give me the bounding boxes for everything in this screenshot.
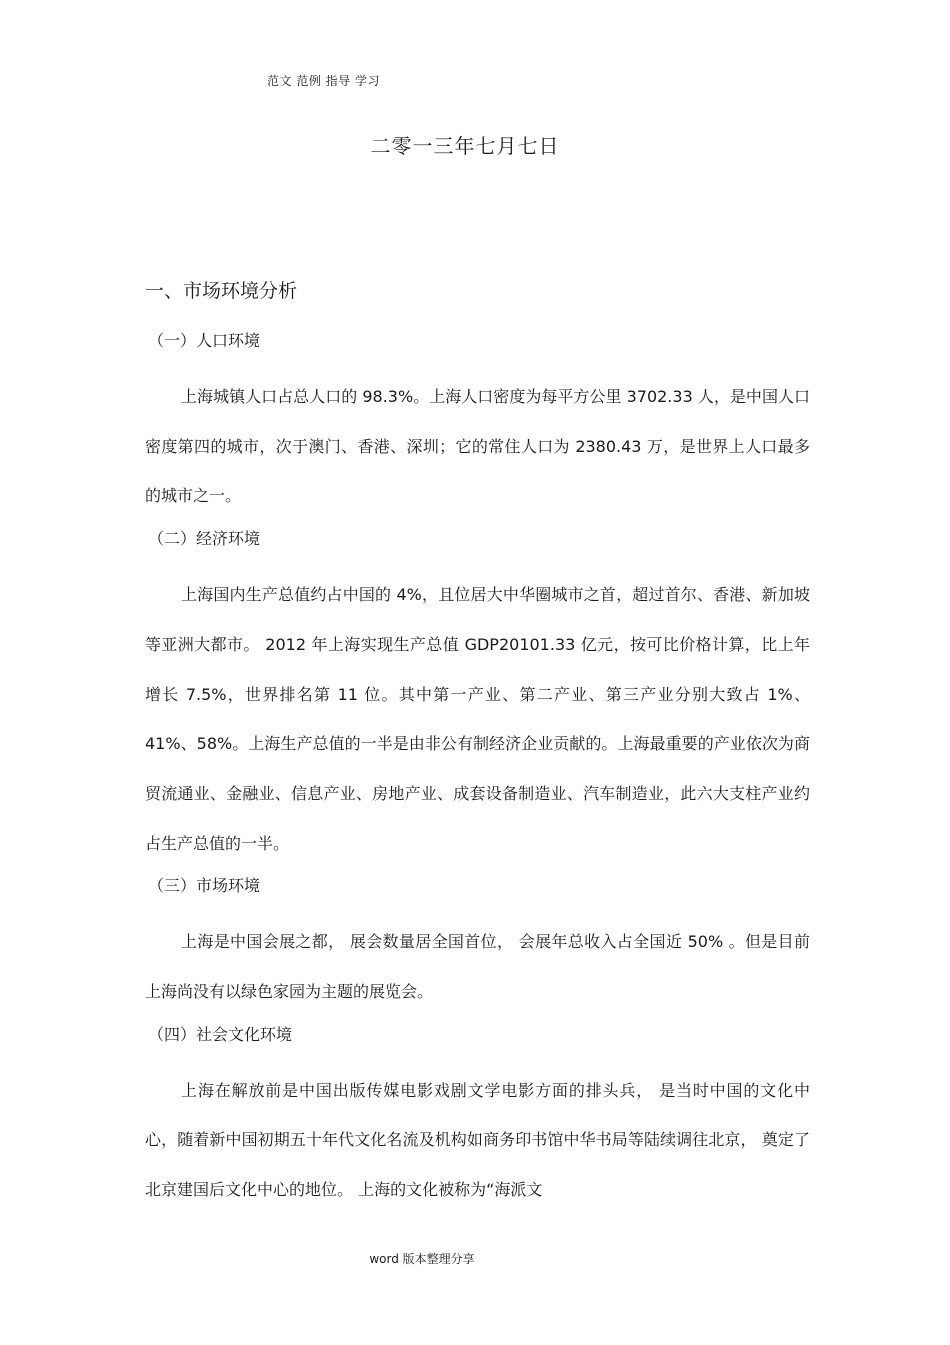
- paragraph-culture: 上海在解放前是中国出版传媒电影戏剧文学电影方面的排头兵， 是当时中国的文化中心，随着新中国初期五十年代文化名流及机构如商务印书馆中华书局等陆续调往北京， 奠定了北京建国后文化中心的地位。 上海的文化被称为“海派文: [145, 1080, 810, 1200]
- subsection-title-culture: （四）社会文化环境: [148, 1024, 293, 1044]
- subsection-title-market: （三）市场环境: [148, 876, 261, 896]
- date-title: 二零一三年七月七日: [370, 134, 560, 158]
- paragraph-market: 上海是中国会展之都， 展会数量居全国首位， 会展年总收入占全国近 50% 。但是目前上海尚没有以绿色家园为主题的展览会。: [145, 932, 810, 1002]
- page-footer: word 版本整理分享: [369, 1252, 475, 1266]
- paragraph-economy: 上海国内生产总值约占中国的 4%，且位居大中华圈城市之首，超过首尔、香港、新加坡等亚洲大都市。 2012 年上海实现生产总值 GDP20101.33 亿元，按可比价格计算，比上年增长 7.5%，世界排名第 11 位。其中第一产业、第二产业、第三产业分别大致占 1%、41%、58%。上海生产总值的一半是由非公有制经济企业贡献的。上海最重要的产业依次为商贸流通业、金融业、信息产业、房地产业、成套设备制造业、汽车制造业，此六大支柱产业约占生产总值的一半。: [145, 585, 810, 853]
- section-title: 一、市场环境分析: [145, 280, 298, 302]
- subsection-title-population: （一）人口环境: [148, 331, 261, 350]
- page-header: 范文 范例 指导 学习: [267, 74, 380, 88]
- paragraph-population: 上海城镇人口占总人口的 98.3%。上海人口密度为每平方公里 3702.33 人，是中国人口密度第四的城市，次于澳门、香港、深圳；它的常住人口为 2380.43 万，是世界上人口最多的城市之一。: [145, 387, 810, 506]
- subsection-title-economy: （二）经济环境: [148, 529, 261, 549]
- document-body: [145, 276, 810, 1218]
